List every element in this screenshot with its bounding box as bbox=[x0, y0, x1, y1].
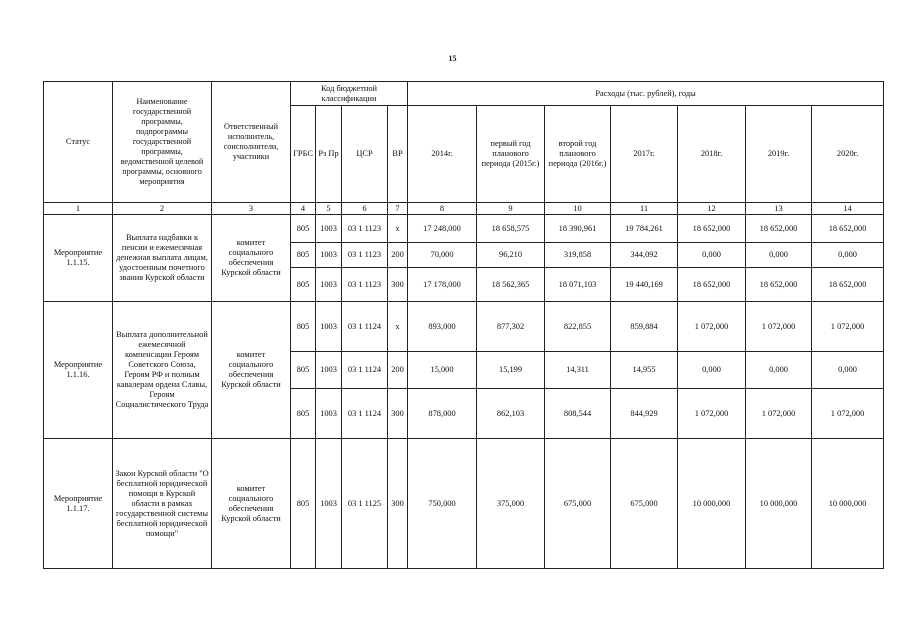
grbs-cell: 805 bbox=[291, 268, 316, 302]
value-cell: 0,000 bbox=[812, 352, 884, 389]
rzpr-cell: 1003 bbox=[316, 439, 342, 569]
header-year-2019: 2019г. bbox=[746, 106, 812, 203]
value-cell: 14,955 bbox=[611, 352, 678, 389]
header-row-1 bbox=[44, 82, 884, 106]
value-cell: 10 000,000 bbox=[812, 439, 884, 569]
header-year-2018: 2018г. bbox=[678, 106, 746, 203]
value-cell: 10 000,000 bbox=[746, 439, 812, 569]
csr-cell: 03 1 1124 bbox=[342, 352, 388, 389]
value-cell: 675,000 bbox=[545, 439, 611, 569]
page-number: 15 bbox=[448, 54, 457, 63]
budget-table bbox=[43, 81, 884, 569]
value-cell: 750,000 bbox=[408, 439, 477, 569]
vr-cell: 300 bbox=[388, 268, 408, 302]
header-budget-code: Код бюджетной классификации bbox=[291, 82, 408, 106]
value-cell: 1 072,000 bbox=[746, 302, 812, 352]
value-cell: 822,855 bbox=[545, 302, 611, 352]
rzpr-cell: 1003 bbox=[316, 215, 342, 243]
value-cell: 844,929 bbox=[611, 389, 678, 439]
value-cell: 319,858 bbox=[545, 243, 611, 268]
table-row bbox=[44, 302, 884, 352]
value-cell: 859,884 bbox=[611, 302, 678, 352]
col-number: 6 bbox=[342, 203, 388, 215]
header-name: Наименование государственной программы, подпрограммы государственной программы, ведомственной целевой программы, основного мероприятия bbox=[113, 82, 212, 203]
table-row bbox=[44, 215, 884, 243]
status-cell: Мероприятие 1.1.15. bbox=[44, 215, 113, 302]
value-cell: 18 652,000 bbox=[746, 215, 812, 243]
value-cell: 0,000 bbox=[678, 243, 746, 268]
col-number: 5 bbox=[316, 203, 342, 215]
value-cell: 18 652,000 bbox=[678, 215, 746, 243]
value-cell: 17 178,000 bbox=[408, 268, 477, 302]
header-csr: ЦСР bbox=[342, 106, 388, 203]
vr-cell: х bbox=[388, 302, 408, 352]
value-cell: 18 652,000 bbox=[812, 268, 884, 302]
csr-cell: 03 1 1123 bbox=[342, 215, 388, 243]
rzpr-cell: 1003 bbox=[316, 268, 342, 302]
value-cell: 96,210 bbox=[477, 243, 545, 268]
value-cell: 1 072,000 bbox=[746, 389, 812, 439]
column-numbers-row bbox=[44, 203, 884, 215]
vr-cell: 200 bbox=[388, 243, 408, 268]
rzpr-cell: 1003 bbox=[316, 243, 342, 268]
col-number: 1 bbox=[44, 203, 113, 215]
value-cell: 1 072,000 bbox=[678, 389, 746, 439]
col-number: 11 bbox=[611, 203, 678, 215]
rzpr-cell: 1003 bbox=[316, 302, 342, 352]
value-cell: 18 071,103 bbox=[545, 268, 611, 302]
col-number: 7 bbox=[388, 203, 408, 215]
col-number: 10 bbox=[545, 203, 611, 215]
header-year-2014: 2014г. bbox=[408, 106, 477, 203]
value-cell: 15,199 bbox=[477, 352, 545, 389]
vr-cell: 200 bbox=[388, 352, 408, 389]
rzpr-cell: 1003 bbox=[316, 352, 342, 389]
grbs-cell: 805 bbox=[291, 439, 316, 569]
executor-cell: комитет социального обеспечения Курской области bbox=[212, 215, 291, 302]
header-year-2015: первый год планового периода (2015г.) bbox=[477, 106, 545, 203]
rzpr-cell: 1003 bbox=[316, 389, 342, 439]
value-cell: 878,000 bbox=[408, 389, 477, 439]
vr-cell: 300 bbox=[388, 439, 408, 569]
grbs-cell: 805 bbox=[291, 352, 316, 389]
executor-cell: комитет социального обеспечения Курской области bbox=[212, 302, 291, 439]
table-row bbox=[44, 439, 884, 569]
value-cell: 70,000 bbox=[408, 243, 477, 268]
value-cell: 18 652,000 bbox=[812, 215, 884, 243]
grbs-cell: 805 bbox=[291, 389, 316, 439]
value-cell: 675,000 bbox=[611, 439, 678, 569]
value-cell: 344,092 bbox=[611, 243, 678, 268]
value-cell: 19 440,169 bbox=[611, 268, 678, 302]
col-number: 2 bbox=[113, 203, 212, 215]
col-number: 12 bbox=[678, 203, 746, 215]
value-cell: 0,000 bbox=[746, 352, 812, 389]
value-cell: 877,302 bbox=[477, 302, 545, 352]
col-number: 9 bbox=[477, 203, 545, 215]
value-cell: 18 562,365 bbox=[477, 268, 545, 302]
name-cell: Закон Курской области "О бесплатной юридической помощи в Курской области в рамках государственной системы бесплатной юридической помощи" bbox=[113, 439, 212, 569]
col-number: 3 bbox=[212, 203, 291, 215]
csr-cell: 03 1 1124 bbox=[342, 389, 388, 439]
value-cell: 0,000 bbox=[812, 243, 884, 268]
value-cell: 0,000 bbox=[746, 243, 812, 268]
col-number: 14 bbox=[812, 203, 884, 215]
value-cell: 10 000,000 bbox=[678, 439, 746, 569]
header-expenses: Расходы (тыс. рублей), годы bbox=[408, 82, 884, 106]
csr-cell: 03 1 1124 bbox=[342, 302, 388, 352]
header-grbs: ГРБС bbox=[291, 106, 316, 203]
col-number: 13 bbox=[746, 203, 812, 215]
grbs-cell: 805 bbox=[291, 215, 316, 243]
status-cell: Мероприятие 1.1.16. bbox=[44, 302, 113, 439]
value-cell: 808,544 bbox=[545, 389, 611, 439]
header-year-2020: 2020г. bbox=[812, 106, 884, 203]
csr-cell: 03 1 1123 bbox=[342, 268, 388, 302]
grbs-cell: 805 bbox=[291, 243, 316, 268]
value-cell: 375,000 bbox=[477, 439, 545, 569]
csr-cell: 03 1 1125 bbox=[342, 439, 388, 569]
value-cell: 15,000 bbox=[408, 352, 477, 389]
header-rzpr: Рз Пр bbox=[316, 106, 342, 203]
col-number: 8 bbox=[408, 203, 477, 215]
value-cell: 1 072,000 bbox=[812, 302, 884, 352]
header-executor: Ответственный исполнитель, соисполнители, участники bbox=[212, 82, 291, 203]
value-cell: 0,000 bbox=[678, 352, 746, 389]
header-year-2016: второй год планового периода (2016г.) bbox=[545, 106, 611, 203]
value-cell: 893,000 bbox=[408, 302, 477, 352]
value-cell: 18 652,000 bbox=[746, 268, 812, 302]
csr-cell: 03 1 1123 bbox=[342, 243, 388, 268]
vr-cell: х bbox=[388, 215, 408, 243]
value-cell: 1 072,000 bbox=[812, 389, 884, 439]
name-cell: Выплата дополнительной ежемесячной компенсации Героям Советского Союза, Героям РФ и полным кавалерам ордена Славы, Героям Социалистического Труда bbox=[113, 302, 212, 439]
value-cell: 14,311 bbox=[545, 352, 611, 389]
header-vr: ВР bbox=[388, 106, 408, 203]
value-cell: 18 390,961 bbox=[545, 215, 611, 243]
value-cell: 18 658,575 bbox=[477, 215, 545, 243]
value-cell: 862,103 bbox=[477, 389, 545, 439]
vr-cell: 300 bbox=[388, 389, 408, 439]
value-cell: 18 652,000 bbox=[678, 268, 746, 302]
col-number: 4 bbox=[291, 203, 316, 215]
value-cell: 1 072,000 bbox=[678, 302, 746, 352]
value-cell: 17 248,000 bbox=[408, 215, 477, 243]
header-status: Статус bbox=[44, 82, 113, 203]
grbs-cell: 805 bbox=[291, 302, 316, 352]
header-year-2017: 2017г. bbox=[611, 106, 678, 203]
name-cell: Выплата надбавки к пенсии и ежемесячная денежная выплата лицам, удостоенным почетного звания Курской области bbox=[113, 215, 212, 302]
executor-cell: комитет социального обеспечения Курской области bbox=[212, 439, 291, 569]
value-cell: 19 784,261 bbox=[611, 215, 678, 243]
status-cell: Мероприятие 1.1.17. bbox=[44, 439, 113, 569]
